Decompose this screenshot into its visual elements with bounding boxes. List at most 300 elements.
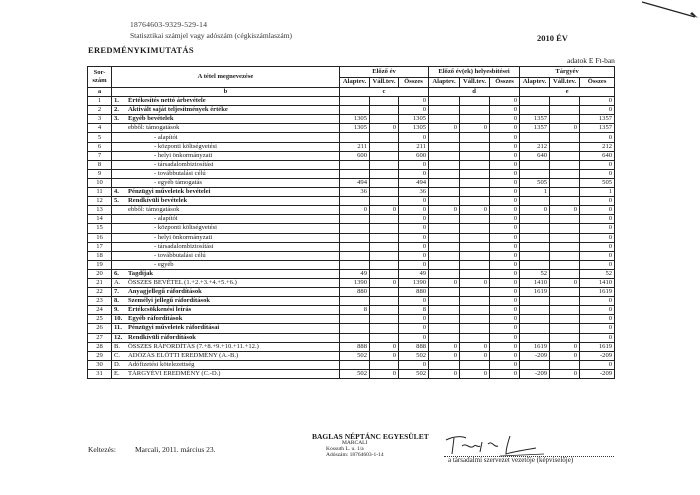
value-cell: 600 (340, 151, 370, 160)
stamp-tax: Adószám: 18764603-1-14 (326, 452, 384, 458)
value-cell: 0 (399, 251, 429, 260)
value-cell: 0 (370, 206, 399, 215)
row-number: 3 (88, 115, 112, 124)
value-cell (429, 215, 460, 224)
value-cell (340, 315, 370, 324)
value-cell: 52 (520, 269, 550, 278)
value-cell (370, 306, 399, 315)
header-row-letters (88, 88, 615, 97)
value-cell (340, 333, 370, 342)
row-label-cell (112, 251, 340, 260)
value-cell: 0 (520, 206, 550, 215)
value-cell: 211 (340, 142, 370, 151)
value-cell: 1 (580, 188, 615, 197)
value-cell (370, 269, 399, 278)
table-row (88, 260, 615, 269)
table-row (88, 188, 615, 197)
row-number: 21 (88, 278, 112, 287)
value-cell: 0 (429, 124, 460, 133)
row-code: 3. (114, 115, 119, 123)
value-cell: -209 (580, 369, 615, 378)
value-cell (460, 188, 490, 197)
col-item-name: A tétel megnevezése (112, 67, 340, 88)
row-label-cell (112, 169, 340, 178)
sub-alaptev: Alaptev. (429, 77, 460, 88)
letter-d: d (429, 88, 520, 97)
value-cell (370, 288, 399, 297)
value-cell (370, 224, 399, 233)
row-label: Értékcsökkenési leírás (128, 306, 192, 314)
table-row (88, 278, 615, 287)
value-cell (429, 260, 460, 269)
value-cell (550, 178, 580, 187)
value-cell: 212 (520, 142, 550, 151)
value-cell: 0 (490, 333, 520, 342)
value-cell (520, 242, 550, 251)
row-label-cell (112, 160, 340, 169)
value-cell: 494 (399, 178, 429, 187)
value-cell (550, 197, 580, 206)
value-cell: 600 (399, 151, 429, 160)
row-number: 31 (88, 369, 112, 378)
value-cell: 0 (490, 151, 520, 160)
stamp-city: MARCALI (342, 440, 368, 446)
value-cell: 1619 (580, 288, 615, 297)
value-cell: 0 (580, 169, 615, 178)
value-cell (520, 297, 550, 306)
value-cell: 1305 (340, 115, 370, 124)
value-cell: 0 (580, 97, 615, 106)
value-cell (550, 215, 580, 224)
value-cell (550, 160, 580, 169)
value-cell (460, 133, 490, 142)
letter-b: b (112, 88, 340, 97)
value-cell: 0 (429, 278, 460, 287)
value-cell (550, 142, 580, 151)
row-label: Anyagjellegű ráfordítások (128, 288, 202, 296)
value-cell (520, 197, 550, 206)
value-cell: 1619 (520, 342, 550, 351)
value-cell (370, 233, 399, 242)
value-cell (460, 151, 490, 160)
sub-alaptev: Alaptev. (520, 77, 550, 88)
value-cell (550, 97, 580, 106)
value-cell: 0 (460, 206, 490, 215)
row-label: - központi költségvetési (154, 142, 217, 150)
row-label: - helyi önkormányzati (154, 233, 213, 241)
table-row (88, 133, 615, 142)
row-label-cell (112, 215, 340, 224)
value-cell (429, 288, 460, 297)
value-cell (520, 160, 550, 169)
value-cell (340, 224, 370, 233)
table-row (88, 233, 615, 242)
value-cell: 0 (490, 278, 520, 287)
value-cell (429, 151, 460, 160)
sub-osszes: Összes (580, 77, 615, 88)
row-label-cell (112, 333, 340, 342)
row-label: - központi költségvetési (154, 224, 217, 232)
value-cell (460, 97, 490, 106)
table-row (88, 124, 615, 133)
value-cell (370, 178, 399, 187)
value-cell (550, 306, 580, 315)
value-cell: 0 (460, 369, 490, 378)
value-cell (370, 360, 399, 369)
sub-osszes: Összes (490, 77, 520, 88)
table-row (88, 369, 615, 378)
row-code: 4. (114, 188, 119, 196)
row-label: - egyéb (154, 260, 174, 268)
row-label: TÁRGYÉVI EREDMÉNY (C.-D.) (128, 369, 221, 377)
row-code: D. (114, 360, 121, 368)
row-label: Egyéb ráfordítások (128, 315, 183, 323)
value-cell (340, 106, 370, 115)
row-label: Személyi jellegű ráfordítások (128, 297, 211, 305)
value-cell: 640 (580, 151, 615, 160)
value-cell: 0 (399, 360, 429, 369)
row-label-cell (112, 97, 340, 106)
value-cell (340, 242, 370, 251)
value-cell: 0 (490, 342, 520, 351)
value-cell: 0 (490, 297, 520, 306)
value-cell: 0 (580, 215, 615, 224)
value-cell: 0 (580, 106, 615, 115)
value-cell: 0 (370, 351, 399, 360)
value-cell (429, 160, 460, 169)
value-cell (460, 315, 490, 324)
value-cell (340, 251, 370, 260)
row-number: 16 (88, 233, 112, 242)
value-cell: 1390 (340, 278, 370, 287)
value-cell: 0 (370, 124, 399, 133)
row-label-cell (112, 115, 340, 124)
value-cell (460, 178, 490, 187)
value-cell: 0 (429, 206, 460, 215)
value-cell: 0 (490, 233, 520, 242)
value-cell (429, 251, 460, 260)
value-cell (370, 188, 399, 197)
value-cell: 0 (490, 224, 520, 233)
value-cell (340, 260, 370, 269)
row-label-cell (112, 242, 340, 251)
statistical-number: 18764603-9329-529-14 (130, 20, 208, 29)
value-cell: 0 (550, 351, 580, 360)
value-cell: 0 (580, 133, 615, 142)
value-cell: 0 (490, 306, 520, 315)
table-row (88, 142, 615, 151)
value-cell: 0 (399, 297, 429, 306)
value-cell: 502 (340, 369, 370, 378)
value-cell: -209 (580, 351, 615, 360)
row-number: 2 (88, 106, 112, 115)
value-cell: 0 (490, 97, 520, 106)
value-cell (429, 188, 460, 197)
row-label-cell (112, 269, 340, 278)
value-cell (460, 269, 490, 278)
table-row (88, 178, 615, 187)
value-cell: 494 (340, 178, 370, 187)
value-cell: 0 (399, 197, 429, 206)
value-cell: 211 (399, 142, 429, 151)
table-row (88, 160, 615, 169)
table-row (88, 106, 615, 115)
date-value: Marcali, 2011. március 23. (135, 445, 216, 454)
table-row (88, 360, 615, 369)
table-row (88, 342, 615, 351)
value-cell: 0 (490, 351, 520, 360)
value-cell: 0 (429, 369, 460, 378)
value-cell: 640 (520, 151, 550, 160)
value-cell: -209 (520, 351, 550, 360)
sub-valltev: Váll.tev. (460, 77, 490, 88)
row-label-cell (112, 315, 340, 324)
row-label: Aktivált saját teljesítmények értéke (128, 106, 228, 114)
row-label-cell (112, 369, 340, 378)
value-cell: 1619 (520, 288, 550, 297)
value-cell (370, 142, 399, 151)
value-cell (460, 360, 490, 369)
table-row (88, 206, 615, 215)
value-cell: 1305 (399, 124, 429, 133)
value-cell: 888 (399, 342, 429, 351)
value-cell (370, 115, 399, 124)
value-cell (340, 160, 370, 169)
value-cell: 0 (550, 124, 580, 133)
row-number: 19 (88, 260, 112, 269)
row-code: 8. (114, 297, 119, 305)
value-cell: 0 (399, 324, 429, 333)
value-cell (550, 360, 580, 369)
row-number: 1 (88, 97, 112, 106)
row-label-cell (112, 133, 340, 142)
value-cell (340, 297, 370, 306)
table-row (88, 297, 615, 306)
row-label: - továbbutalási célú (154, 251, 206, 259)
value-cell (429, 297, 460, 306)
value-cell: 0 (580, 224, 615, 233)
value-cell (370, 260, 399, 269)
value-cell: 502 (340, 351, 370, 360)
value-cell: 0 (550, 342, 580, 351)
value-cell: 0 (490, 206, 520, 215)
row-number: 22 (88, 288, 112, 297)
value-cell: 0 (490, 288, 520, 297)
row-label: Rendkívüli ráfordítások (128, 333, 196, 341)
row-number: 15 (88, 224, 112, 233)
value-cell: 1357 (520, 124, 550, 133)
value-cell: 0 (399, 315, 429, 324)
row-label-cell (112, 324, 340, 333)
value-cell (520, 306, 550, 315)
signature (440, 432, 550, 458)
value-cell: 0 (580, 260, 615, 269)
value-cell (520, 169, 550, 178)
value-cell (429, 197, 460, 206)
row-label: ebből: támogatások (128, 124, 180, 132)
value-cell: 505 (520, 178, 550, 187)
value-cell: 0 (490, 197, 520, 206)
row-label-cell (112, 106, 340, 115)
row-code: B. (114, 342, 121, 350)
row-number: 11 (88, 188, 112, 197)
value-cell: 52 (580, 269, 615, 278)
value-cell (340, 169, 370, 178)
value-cell: 0 (399, 106, 429, 115)
value-cell: 0 (460, 278, 490, 287)
row-code: E. (114, 369, 120, 377)
row-label-cell (112, 278, 340, 287)
row-number: 28 (88, 342, 112, 351)
value-cell (550, 188, 580, 197)
value-cell: 0 (580, 333, 615, 342)
row-number: 30 (88, 360, 112, 369)
value-cell (520, 97, 550, 106)
value-cell: 0 (490, 142, 520, 151)
sub-alaptev: Alaptev. (340, 77, 370, 88)
value-cell: 0 (490, 169, 520, 178)
value-cell: 8 (340, 306, 370, 315)
row-label: ebből: támogatások (128, 206, 180, 214)
table-row (88, 333, 615, 342)
value-cell (460, 224, 490, 233)
group-current-year: Tárgyév (520, 67, 615, 78)
value-cell (429, 169, 460, 178)
value-cell (460, 242, 490, 251)
value-cell (429, 269, 460, 278)
value-cell: 0 (399, 233, 429, 242)
value-cell (429, 306, 460, 315)
value-cell: 0 (399, 97, 429, 106)
row-code: C. (114, 351, 121, 359)
value-cell: 0 (460, 351, 490, 360)
value-cell: 0 (399, 333, 429, 342)
row-number: 29 (88, 351, 112, 360)
value-cell (460, 333, 490, 342)
value-cell: 0 (429, 351, 460, 360)
row-label-cell (112, 360, 340, 369)
value-cell (460, 251, 490, 260)
group-prev-year: Előző év (340, 67, 429, 78)
sub-osszes: Összes (399, 77, 429, 88)
organization-stamp (312, 434, 432, 458)
row-number: 25 (88, 315, 112, 324)
row-label-cell (112, 351, 340, 360)
row-number: 20 (88, 269, 112, 278)
value-cell (550, 297, 580, 306)
value-cell (550, 324, 580, 333)
value-cell: 888 (340, 342, 370, 351)
row-label: - továbbutalási célú (154, 169, 206, 177)
value-cell: 0 (370, 342, 399, 351)
value-cell (550, 315, 580, 324)
row-label-cell (112, 288, 340, 297)
value-cell: 0 (490, 324, 520, 333)
value-cell: 1410 (520, 278, 550, 287)
value-cell (520, 333, 550, 342)
value-cell (550, 133, 580, 142)
row-label-cell (112, 342, 340, 351)
value-cell (429, 333, 460, 342)
value-cell: 0 (580, 160, 615, 169)
value-cell: 1357 (580, 115, 615, 124)
value-cell (429, 242, 460, 251)
row-code: 6. (114, 269, 119, 277)
value-cell (340, 133, 370, 142)
value-cell (340, 233, 370, 242)
row-code: 12. (114, 333, 123, 341)
value-cell: 36 (399, 188, 429, 197)
value-cell: 0 (399, 224, 429, 233)
row-label: - társadalombiztosítási (154, 160, 214, 168)
document-title: EREDMÉNYKIMUTATÁS (88, 45, 194, 55)
value-cell (460, 324, 490, 333)
value-cell: 0 (460, 342, 490, 351)
value-cell (340, 360, 370, 369)
value-cell: 0 (490, 369, 520, 378)
table-row (88, 169, 615, 178)
value-cell (340, 197, 370, 206)
row-code: A. (114, 279, 121, 287)
corner-pen-mark (640, 0, 700, 20)
row-label: - helyi önkormányzati (154, 151, 213, 159)
value-cell (370, 242, 399, 251)
row-code: 5. (114, 197, 119, 205)
value-cell: 502 (399, 351, 429, 360)
value-cell: 0 (399, 242, 429, 251)
row-number: 4 (88, 124, 112, 133)
row-number: 10 (88, 178, 112, 187)
value-cell: 0 (490, 178, 520, 187)
row-code: 11. (114, 324, 122, 332)
value-cell (460, 160, 490, 169)
row-label-cell (112, 197, 340, 206)
value-cell (370, 133, 399, 142)
row-number: 18 (88, 251, 112, 260)
value-cell: 0 (490, 251, 520, 260)
value-cell: 502 (399, 369, 429, 378)
value-cell: 505 (580, 178, 615, 187)
row-code: 7. (114, 288, 119, 296)
value-cell: 0 (550, 206, 580, 215)
signature-caption: a társadalmi szervezet vezetője (képviselője) (448, 456, 574, 464)
row-number: 17 (88, 242, 112, 251)
table-row (88, 288, 615, 297)
value-cell: 0 (490, 242, 520, 251)
value-cell: 0 (490, 215, 520, 224)
value-cell: 0 (399, 160, 429, 169)
value-cell: 0 (580, 360, 615, 369)
value-cell (429, 106, 460, 115)
value-cell (550, 151, 580, 160)
row-number: 8 (88, 160, 112, 169)
row-label-cell (112, 188, 340, 197)
row-number: 5 (88, 133, 112, 142)
value-cell (340, 324, 370, 333)
value-cell: 0 (399, 206, 429, 215)
value-cell: 1305 (399, 115, 429, 124)
value-cell (520, 133, 550, 142)
date-label: Keltezés: (88, 445, 116, 454)
value-cell: 0 (490, 160, 520, 169)
table-row (88, 215, 615, 224)
value-cell (520, 215, 550, 224)
row-number: 9 (88, 169, 112, 178)
row-label-cell (112, 206, 340, 215)
value-cell: 0 (580, 324, 615, 333)
value-cell (520, 260, 550, 269)
table-row (88, 351, 615, 360)
